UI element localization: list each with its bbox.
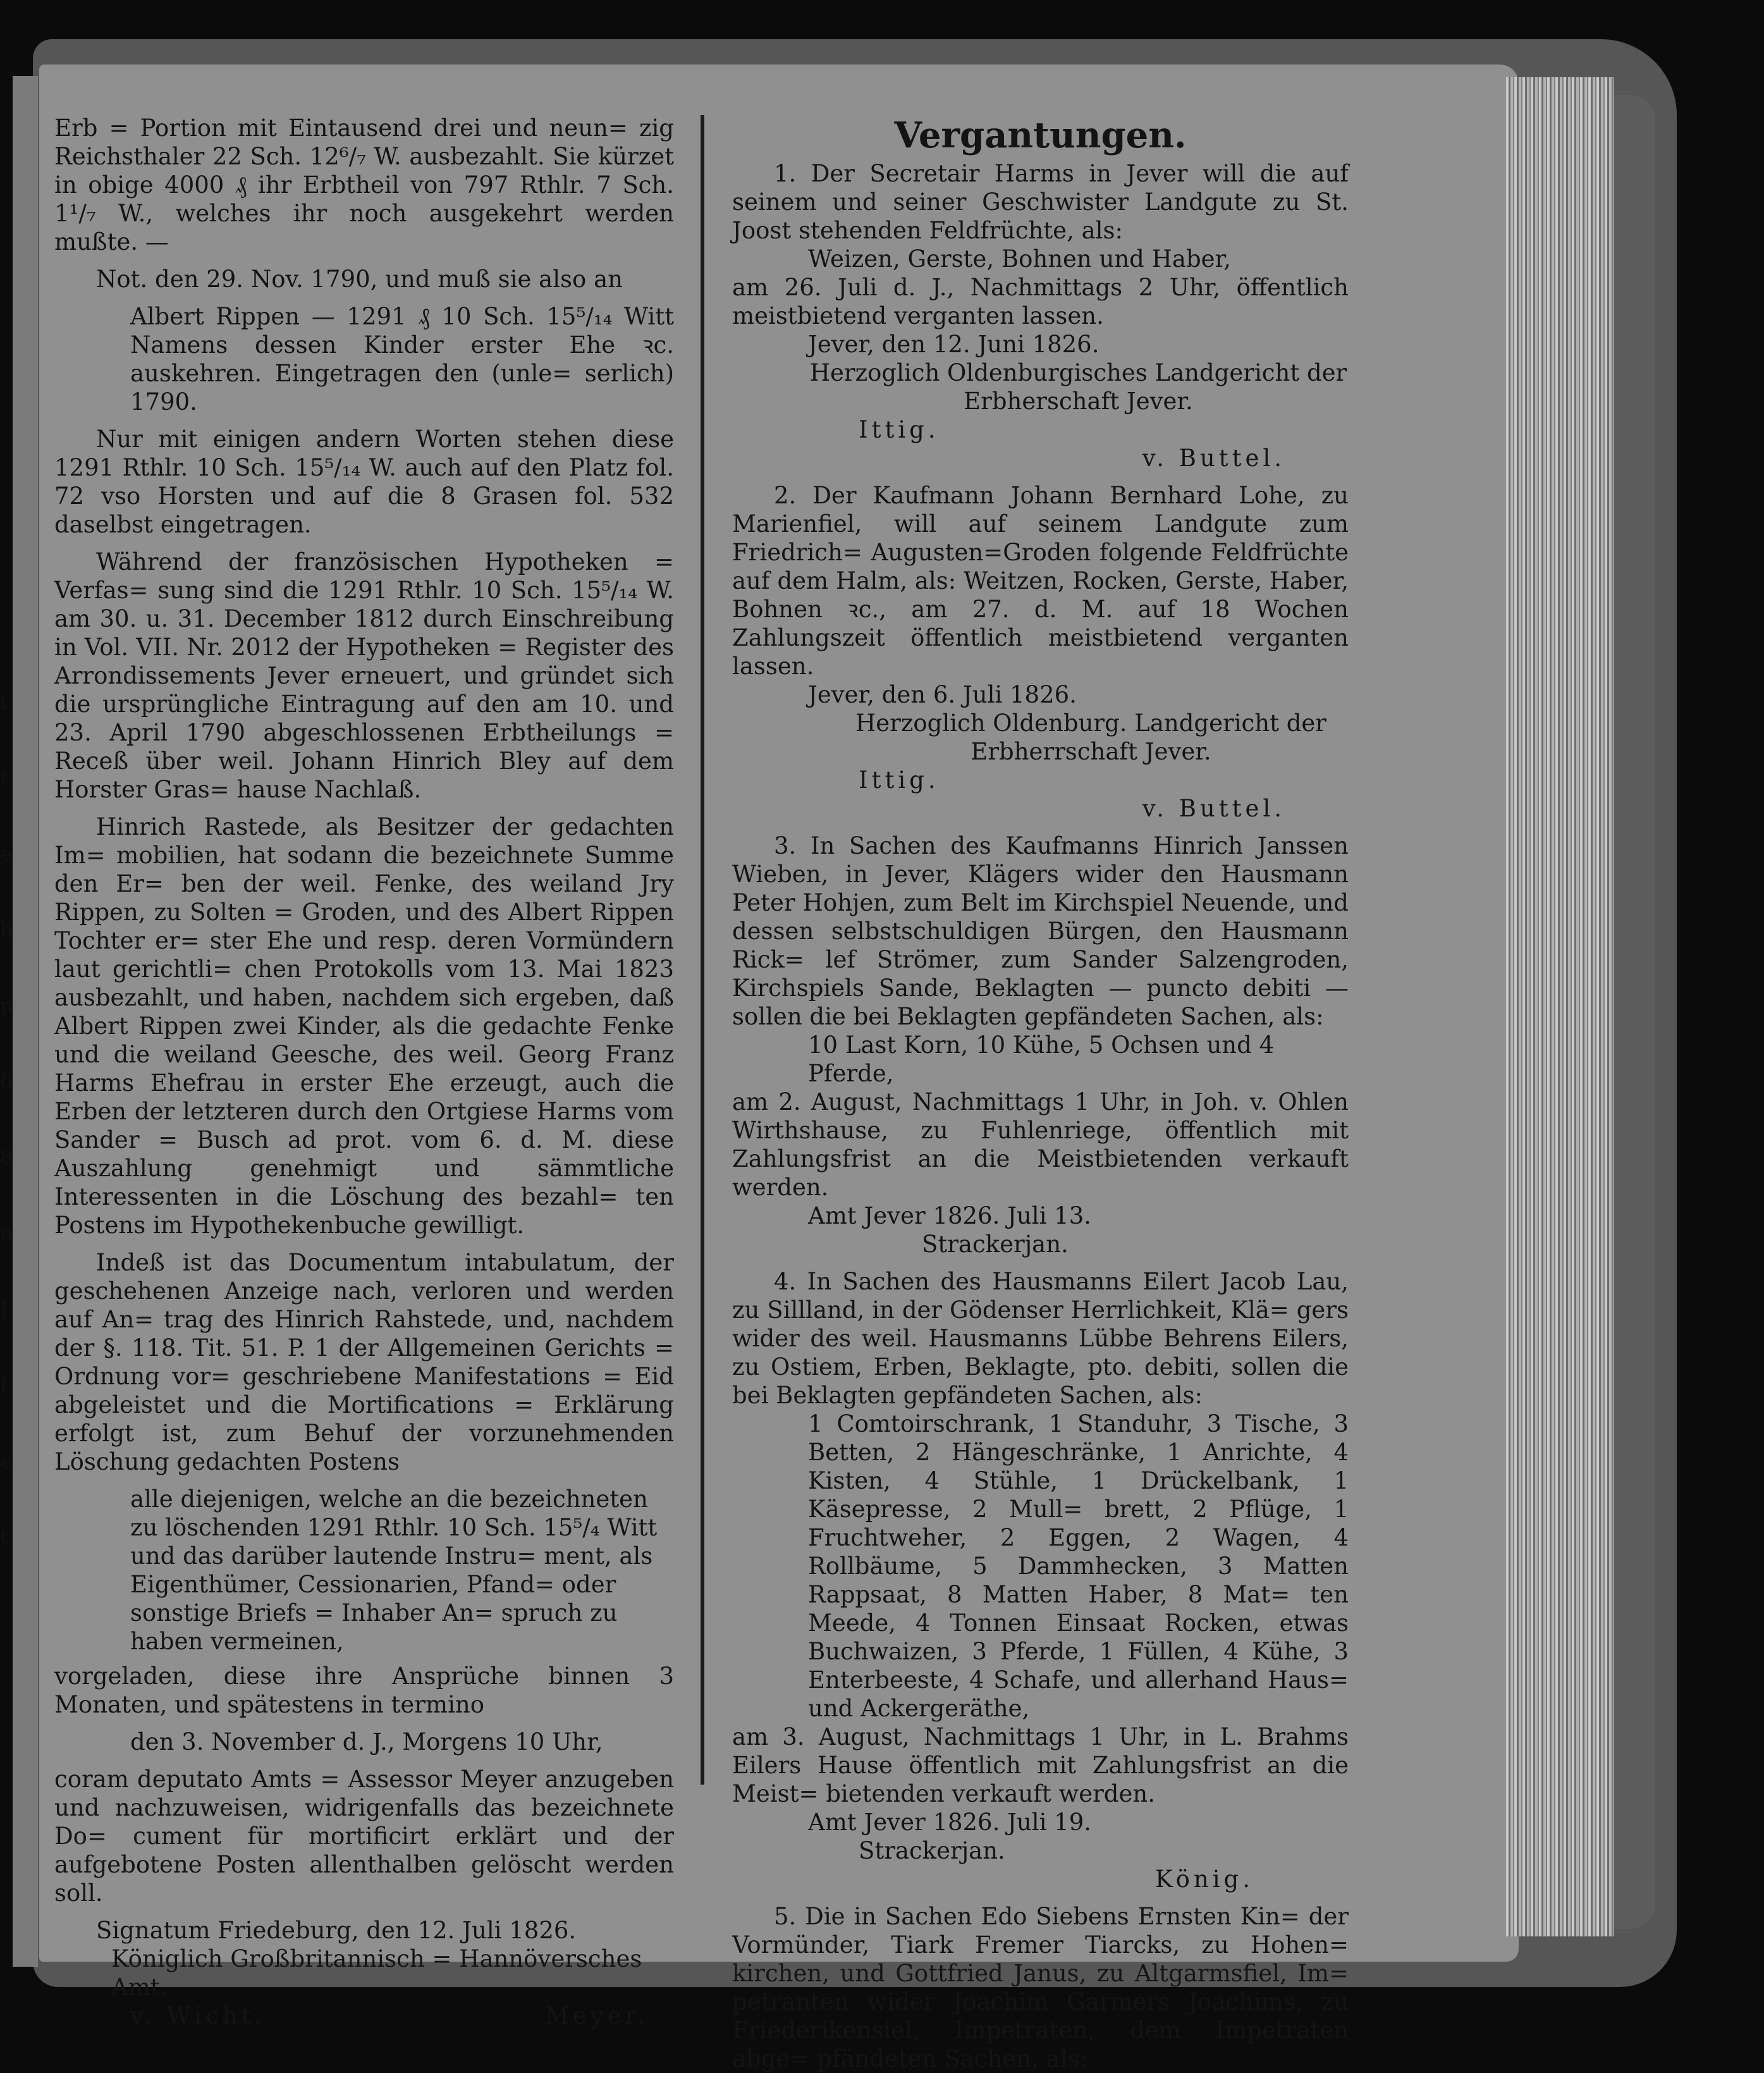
notice-text: 3. In Sachen des Kaufmanns Hinrich Janssen Wieben, in Jever, Klägers wider den Hausmann Peter Hohjen, zum Belt im Kirchspiel Neuende, und dessen selbstschuldigen Bürgen, den Hausmann Rick= lef Strömer, zum Sander Salzengroden, Kirchspiels Sande, Beklagten — puncto debiti — sollen die bei Beklagten gepfändeten Sachen, als: <box>732 832 1349 1030</box>
margin-glyph: n <box>0 993 13 1018</box>
notice-text: 4. In Sachen des Hausmanns Eilert Jacob Lau, zu Sillland, in der Gödenser Herrlichkeit, Klä= gers wider des weil. Hausmanns Lübbe Behrens Eilers, zu Ostiem, Erben, Beklagte, pto. debiti, sollen die bei Beklagten gepfändeten Sachen, als: <box>732 1268 1349 1409</box>
page-edges <box>1506 77 1614 1936</box>
signature: v. Buttel. <box>1142 795 1285 822</box>
notice-text: am 2. August, Nachmittags 1 Uhr, in Joh. v. Ohlen Wirthshause, zu Fuhlenriege, öffentlich mit Zahlungsfrist an die Meistbietenden verkauft werden. <box>732 1088 1349 1201</box>
margin-glyph: t <box>0 1525 8 1549</box>
paragraph: Not. den 29. Nov. 1790, und muß sie also an <box>96 266 623 293</box>
margin-glyphs <box>0 664 18 1575</box>
notice-court: Herzoglich Oldenburgisches Landgericht der Erbherschaft Jever. <box>809 359 1347 415</box>
signatures <box>130 2002 649 2030</box>
notice-items: Weizen, Gerste, Bohnen und Haber, <box>808 245 1231 273</box>
margin-glyph: i <box>0 1373 7 1397</box>
notice-items: 10 Last Korn, 10 Kühe, 5 Ochsen und 4 Pferde, <box>808 1031 1275 1087</box>
paragraph: Während der französischen Hypotheken = Verfas= sung sind die 1291 Rthlr. 10 Sch. 15⁵/₁₄ W. am 30. u. 31. December 1812 durch Einschreibung in Vol. VII. Nr. 2012 der Hypotheken = Register des Arrondissements Jever erneuert, und gründet sich die ursprüngliche Eintragung auf den am 10. und 23. April 1790 abgeschlossenen Erbtheilungs = Receß über weil. Johann Hinrich Bley auf dem Horster Gras= hause Nachlaß. <box>54 548 674 803</box>
right-column <box>732 114 1349 2073</box>
margin-glyph: t <box>0 690 8 714</box>
paragraph: alle diejenigen, welche an die bezeichneten zu löschenden 1291 Rthlr. 10 Sch. 15⁵/₄ Witt und das darüber lautende Instru= ment, als Eigenthümer, Cessionarien, Pfand= oder sonstige Briefs = Inhaber An= spruch zu haben vermeinen, <box>130 1486 658 1655</box>
margin-glyph: n <box>0 1221 13 1245</box>
signature: König. <box>1155 1866 1254 1893</box>
notice-text: 5. Die in Sachen Edo Siebens Ernsten Kin= der Vormünder, Tiark Fremer Tiarcks, zu Hohen= kirchen, und Gottfried Janus, zu Altgarmsfiel, Im= petranten wider Joachim Garmers Joachims, zu Friederikensiel, Impetraten, dem Impetraten abge= pfändeten Sachen, als: <box>732 1903 1349 2072</box>
notice-date: Jever, den 6. Juli 1826. <box>808 681 1077 708</box>
signature-date: Signatum Friedeburg, den 12. Juli 1826. <box>96 1917 577 1944</box>
signature: v. Wicht. <box>130 2002 266 2029</box>
margin-glyph: e <box>0 1449 12 1473</box>
paragraph: vorgeladen, diese ihre Ansprüche binnen 3 Monaten, und spätestens in termino <box>54 1663 674 1718</box>
notice-items: 1 Comtoirschrank, 1 Standuhr, 3 Tische, 3 Betten, 2 Hängeschränke, 1 Anrichte, 4 Kisten, 4 Stühle, 1 Drückelbank, 1 Käsepresse, 2 Mull= brett, 2 Pflüge, 1 Fruchtweher, 2 Eggen, 2 Wagen, 4 Rollbäume, 5 Dammhecken, 3 Matten Rappsaat, 8 Matten Haber, 8 Mat= ten Meede, 4 Tonnen Einsaat Rocken, etwas Buchwaizen, 3 Pferde, 1 Füllen, 4 Kühe, 3 Enterbeeste, 4 Schafe, und allerhand Haus= und Ackergeräthe, <box>808 1410 1349 1722</box>
margin-glyph: e <box>0 842 12 866</box>
paragraph: den 3. November d. J., Morgens 10 Uhr, <box>130 1728 603 1756</box>
signature: Meyer. <box>545 2002 649 2029</box>
margin-glyph: J <box>0 1297 8 1321</box>
notice-court: Herzoglich Oldenburg. Landgericht der Erbherrschaft Jever. <box>855 710 1326 765</box>
margin-glyph: 8 <box>0 1145 13 1169</box>
section-heading: Vergantungen. <box>894 114 1187 156</box>
notice-date: Amt Jever 1826. Juli 13. <box>808 1202 1092 1229</box>
issuing-office: Königlich Großbritannisch = Hannöversches Amt. <box>111 1945 642 2001</box>
margin-glyph: 6 <box>0 1069 13 1093</box>
notice-text: 2. Der Kaufmann Johann Bernhard Lohe, zu Marienfiel, will auf seinem Landgute zum Friedrich= Augusten=Groden folgende Feldfrüchte auf dem Halm, als: Weitzen, Rocken, Gerste, Haber, Bohnen ꝛc., am 27. d. M. auf 18 Wochen Zahlungszeit öffentlich meistbietend verganten lassen. <box>732 482 1349 680</box>
paragraph: Albert Rippen — 1291 ₰ 10 Sch. 15⁵/₁₄ Witt Namens dessen Kinder erster Ehe ꝛc. auskehren. Eingetragen den (unle= serlich) 1790. <box>130 303 674 415</box>
signature: v. Buttel. <box>1142 445 1285 472</box>
margin-glyph: t <box>0 766 8 790</box>
signature: Ittig. <box>859 766 940 794</box>
notice-text: am 26. Juli d. J., Nachmittags 2 Uhr, öffentlich meistbietend verganten lassen. <box>732 274 1349 329</box>
column-rule <box>701 115 704 1785</box>
notice-date: Jever, den 12. Juni 1826. <box>808 331 1099 358</box>
notice-text: 1. Der Secretair Harms in Jever will die auf seinem und seiner Geschwister Landgute zu St. Joost stehenden Feldfrüchte, als: <box>732 160 1349 244</box>
paragraph: Erb = Portion mit Eintausend drei und neun= zig Reichsthaler 22 Sch. 12⁶/₇ W. ausbezahlt. Sie kürzet in obige 4000 ₰ ihr Erbtheil von 797 Rthlr. 7 Sch. 1¹/₇ W., welches ihr noch ausgekehrt werden mußte. — <box>54 114 674 255</box>
signature: Ittig. <box>859 416 940 443</box>
margin-glyph: h <box>0 918 13 942</box>
notice-text: am 3. August, Nachmittags 1 Uhr, in L. Brahms Eilers Hause öffentlich mit Zahlungsfrist an die Meist= bietenden verkauft werden. <box>732 1723 1349 1807</box>
book-fore-edge <box>1614 95 1655 1929</box>
notice-date: Amt Jever 1826. Juli 19. <box>808 1809 1092 1836</box>
signature: Strackerjan. <box>922 1231 1069 1258</box>
paragraph: coram deputato Amts = Assessor Meyer anzugeben und nachzuweisen, widrigenfalls das bezeichnete Do= cument für mortificirt erklärt und der aufgebotene Posten allenthalben gelöscht werden soll. <box>54 1766 674 1907</box>
paragraph: Indeß ist das Documentum intabulatum, der geschehenen Anzeige nach, verloren und werden auf An= trag des Hinrich Rahstede, und, nachdem der §. 118. Tit. 51. P. 1 der Allgemeinen Gerichts = Ordnung vor= geschriebene Manifestations = Eid abgeleistet und die Mortifications = Erklärung erfolgt ist, zum Behuf der vorzunehmenden Löschung gedachten Postens <box>54 1249 674 1475</box>
paragraph: Hinrich Rastede, als Besitzer der gedachten Im= mobilien, hat sodann die bezeichnete Summe den Er= ben der weil. Fenke, des weiland Jry Rippen, zu Solten = Groden, und des Albert Rippen Tochter er= ster Ehe und resp. deren Vormündern laut gerichtli= chen Protokolls vom 13. Mai 1823 ausbezahlt, und haben, nachdem sich ergeben, daß Albert Rippen zwei Kinder, als die gedachte Fenke und die weiland Geesche, des weil. Georg Franz Harms Ehefrau in erster Ehe erzeugt, auch die Erben der letzteren durch den Ortgiese Harms vom Sander = Busch ad prot. vom 6. d. M. diese Auszahlung genehmigt und sämmtliche Interessenten in die Löschung des bezahl= ten Postens im Hypothekenbuche gewilligt. <box>54 813 674 1239</box>
signature: Strackerjan. <box>859 1837 1005 1864</box>
left-column <box>54 114 674 2030</box>
paragraph: Nur mit einigen andern Worten stehen diese 1291 Rthlr. 10 Sch. 15⁵/₁₄ W. auch auf den Platz fol. 72 vso Horsten und auf die 8 Grasen fol. 532 daselbst eingetragen. <box>54 426 674 538</box>
